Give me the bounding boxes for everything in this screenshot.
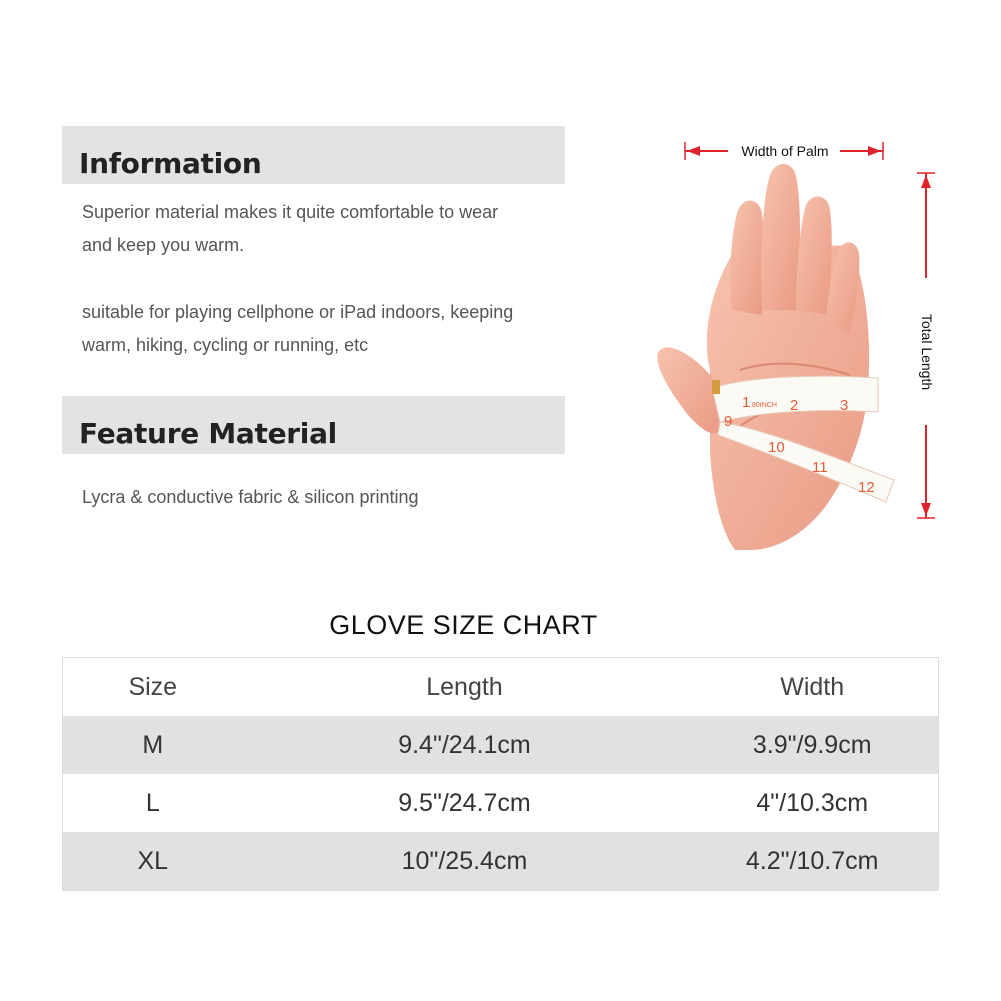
feature-material-heading: Feature Material <box>79 417 337 450</box>
cell-size: L <box>145 788 160 817</box>
tape-mark-2: 2 <box>790 397 799 414</box>
cell-size: XL <box>63 832 243 891</box>
cell-width: 3.9"/9.9cm <box>686 716 938 774</box>
tape-mark-1: 1 <box>742 394 751 411</box>
table-header-row <box>63 658 939 717</box>
tape-mark-3: 3 <box>840 397 849 414</box>
information-text-1 <box>82 196 592 262</box>
cell-size: M <box>63 716 243 774</box>
information-header-bar <box>62 126 565 184</box>
tape-mark-10: 10 <box>768 439 785 456</box>
tape-mark-11: 11 <box>812 459 828 476</box>
information-text-1-line-2: and keep you warm. <box>82 235 245 255</box>
table-row <box>63 716 939 774</box>
feature-material-text: Lycra & conductive fabric & silicon printing <box>82 487 419 507</box>
feature-material-header-bar <box>62 396 565 454</box>
total-length-label: Total Length <box>919 313 935 391</box>
width-of-palm-label: Width of Palm <box>741 143 829 159</box>
hand-illustration <box>640 130 960 560</box>
header-width: Width <box>780 672 845 701</box>
size-chart-table <box>62 657 939 891</box>
size-chart-title: GLOVE SIZE CHART <box>329 610 598 640</box>
hand-shape <box>657 164 869 550</box>
information-text-1-line-1: Superior material makes it quite comfortable to wear <box>82 202 499 222</box>
header-size: Size <box>128 672 178 701</box>
information-text-2 <box>82 296 592 362</box>
header-length: Length <box>426 672 503 701</box>
tape-mark-9: 9 <box>724 413 733 430</box>
information-text-2-line-2: warm, hiking, cycling or running, etc <box>82 335 369 355</box>
table-row <box>63 774 939 832</box>
cell-length: 9.5"/24.7cm <box>398 788 531 817</box>
cell-width: 4"/10.3cm <box>756 788 869 817</box>
information-heading: Information <box>79 147 262 180</box>
hand-measurement-diagram <box>640 130 960 560</box>
cell-width: 4.2"/10.7cm <box>686 832 938 891</box>
tape-mark-12: 12 <box>858 479 875 496</box>
tape-unit: 80INCH <box>752 402 777 409</box>
information-text-2-line-1: suitable for playing cellphone or iPad indoors, keeping <box>82 302 514 322</box>
cell-length: 9.4"/24.1cm <box>243 716 687 774</box>
cell-length: 10"/25.4cm <box>243 832 687 891</box>
table-row <box>63 832 939 891</box>
